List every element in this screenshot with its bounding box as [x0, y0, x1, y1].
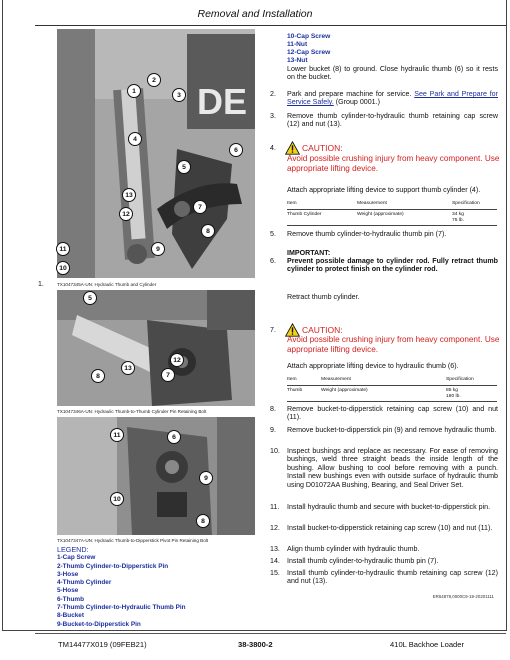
caution-text: Avoid possible crushing injury from heavy component. Use appropriate lifting device.: [287, 335, 500, 354]
warning-icon: [285, 141, 300, 155]
svg-text:DE: DE: [197, 81, 248, 122]
legend-item: 1-Cap Screw: [57, 554, 96, 562]
table-header: Item: [287, 375, 321, 386]
table-header: Measurement: [357, 199, 452, 210]
callout-13: 13: [121, 361, 135, 375]
step-text: Prevent possible damage to cylinder rod. Fully retract thumb cylinder to protect finish on the cylinder rod.: [287, 257, 498, 274]
step-number: 13.: [270, 545, 280, 553]
step-number: 3.: [270, 112, 276, 120]
step-text: Remove bucket-to-dipperstick pin (9) and remove hydraulic thumb.: [287, 426, 497, 434]
table-cell: 34 kg: [452, 211, 464, 217]
step-number: 5.: [270, 230, 276, 238]
legend-item: 4-Thumb Cylinder: [57, 579, 112, 587]
legend-item: 7-Thumb Cylinder-to-Hydraulic Thumb Pin: [57, 604, 186, 612]
pin-retaining-bolt-illustration: [57, 290, 255, 406]
step-text: Attach appropriate lifting device to support thumb cylinder (4).: [287, 186, 481, 194]
step-text: Install thumb cylinder-to-hydraulic thumb pin (7).: [287, 557, 439, 565]
step-number: 7.: [270, 325, 276, 334]
callout-6: 6: [229, 143, 243, 157]
callout-7: 7: [193, 200, 207, 214]
legend-item: 13-Nut: [287, 57, 308, 64]
figure-2-caption: TX1047346A-UN: Hydraulic Thumb-to-Thumb Cylinder Pin Retaining Bolt: [57, 409, 207, 414]
step-number: 10.: [270, 447, 280, 455]
callout-8: 8: [91, 369, 105, 383]
legend-item: 9-Bucket-to-Dipperstick Pin: [57, 620, 141, 628]
step-text: Inspect bushings and replace as necessary. For ease of removing bushings, weld three straight beads the inside length of the bushing. Allow bushing to cool before removing with a punch. Install new bushings even with outside surface of hydraulic thumb using D01072AA Bushing, Bearing, and Seal Driver Set.: [287, 447, 498, 489]
spec-table-thumb: [287, 375, 497, 402]
document-reference: ER64879,0000C9-19-20201111: [432, 594, 494, 599]
figure-1-caption: TX1047345A-UN: Hydraulic Thumb and Cylinder: [57, 282, 157, 287]
caution-label: CAUTION:: [302, 142, 343, 153]
legend-title: LEGEND:: [57, 545, 89, 554]
legend-item: 5-Hose: [57, 587, 79, 595]
step-text: Remove bucket-to-dipperstick retaining cap screw (10) and nut (11).: [287, 405, 498, 422]
step-text: Align thumb cylinder with hydraulic thumb.: [287, 545, 420, 553]
table-header: Specification: [452, 199, 497, 210]
step-text: Retract thumb cylinder.: [287, 293, 360, 301]
callout-11: 11: [56, 242, 70, 256]
spec-table-thumb-cylinder: [287, 199, 497, 226]
callout-5: 5: [177, 160, 191, 174]
footer-manual-id: TM14477X019 (09FEB21): [58, 640, 147, 649]
table-header: Measurement: [321, 375, 446, 386]
callout-6: 6: [167, 430, 181, 444]
step-number: 6.: [270, 257, 276, 265]
step-text: Remove thumb cylinder-to-hydraulic thumb pin (7).: [287, 230, 447, 238]
caution-header: [270, 141, 343, 155]
table-cell: 85 kg: [446, 387, 458, 393]
table-cell: 75 lb.: [452, 217, 464, 223]
callout-10: 10: [56, 261, 70, 275]
step-number: 12.: [270, 524, 280, 532]
step-text: Lower bucket (8) to ground. Close hydraulic thumb (6) so it rests on the bucket.: [287, 65, 498, 82]
step-text: Install thumb cylinder-to-hydraulic thumb retaining cap screw (12) and nut (13).: [287, 569, 498, 586]
step-text: Install hydraulic thumb and secure with bucket-to-dipperstick pin.: [287, 503, 491, 511]
step-number: 2.: [270, 90, 276, 98]
footer-machine-name: 410L Backhoe Loader: [390, 640, 465, 649]
callout-2: 2: [147, 73, 161, 87]
step-number: 4.: [270, 143, 276, 152]
callout-3: 3: [172, 88, 186, 102]
step-text: Park and prepare machine for service.: [287, 90, 412, 98]
callout-1: 1: [127, 84, 141, 98]
step-number: 11.: [270, 503, 280, 511]
header-rule: [35, 25, 506, 26]
legend-item: 2-Thumb Cylinder-to-Dipperstick Pin: [57, 562, 169, 570]
footer-page-number: 38-3800-2: [238, 640, 273, 649]
table-header: Specification: [446, 375, 497, 386]
step-number: 8.: [270, 405, 276, 413]
legend-item: 8-Bucket: [57, 612, 84, 620]
callout-8: 8: [201, 224, 215, 238]
legend-item: 6-Thumb: [57, 595, 84, 603]
callout-12: 12: [119, 207, 133, 221]
callout-11: 11: [110, 428, 124, 442]
table-header: Item: [287, 199, 357, 210]
step-number: 9.: [270, 426, 276, 434]
step-text: Attach appropriate lifting device to hydraulic thumb (6).: [287, 362, 459, 370]
table-cell: Weight (approximate): [321, 386, 446, 401]
callout-7: 7: [161, 368, 175, 382]
callout-8: 8: [196, 514, 210, 528]
figure-3-photo: [57, 417, 255, 535]
step-number: 15.: [270, 569, 280, 577]
table-cell: 180 lb.: [446, 393, 461, 399]
legend-item: 11-Nut: [287, 41, 308, 48]
callout-4: 4: [128, 132, 142, 146]
caution-text: Avoid possible crushing injury from heavy component. Use appropriate lifting device.: [287, 154, 500, 173]
legend-item: 12-Cap Screw: [287, 49, 331, 56]
callout-9: 9: [151, 242, 165, 256]
callout-13: 13: [122, 188, 136, 202]
step-text: Remove thumb cylinder-to-hydraulic thumb retaining cap screw (12) and nut (13).: [287, 112, 498, 129]
figure-1-photo: [57, 29, 255, 278]
footer-rule: [35, 633, 506, 634]
figure-2-photo: [57, 290, 255, 406]
table-cell: Weight (approximate): [357, 210, 452, 225]
legend-item: 10-Cap Screw: [287, 33, 331, 40]
callout-5: 5: [83, 291, 97, 305]
safety-link[interactable]: See Park and Prepare for Service Safely.: [287, 90, 498, 107]
legend: [57, 546, 257, 629]
callout-10: 10: [110, 492, 124, 506]
figure-1-number: 1.: [38, 281, 44, 288]
thumb-cylinder-illustration: [57, 29, 255, 278]
table-cell: Thumb: [287, 386, 321, 401]
table-cell: Thumb Cylinder: [287, 210, 357, 225]
caution-label: CAUTION:: [302, 324, 343, 335]
callout-9: 9: [199, 471, 213, 485]
legend-continued: [287, 33, 330, 65]
step-number: 14.: [270, 557, 280, 565]
callout-12: 12: [170, 353, 184, 367]
group-ref: (Group 0001.): [335, 98, 380, 107]
step-text: Install bucket-to-dipperstick retaining cap screw (10) and nut (11).: [287, 524, 493, 532]
pivot-pin-retaining-bolt-illustration: [57, 417, 255, 535]
page-title: Removal and Installation: [197, 8, 313, 20]
figure-3-caption: TX1047347A-UN: Hydraulic Thumb-to-Dipperstick Pivot Pin Retaining Bolt: [57, 538, 209, 543]
legend-item: 3-Hose: [57, 570, 79, 578]
